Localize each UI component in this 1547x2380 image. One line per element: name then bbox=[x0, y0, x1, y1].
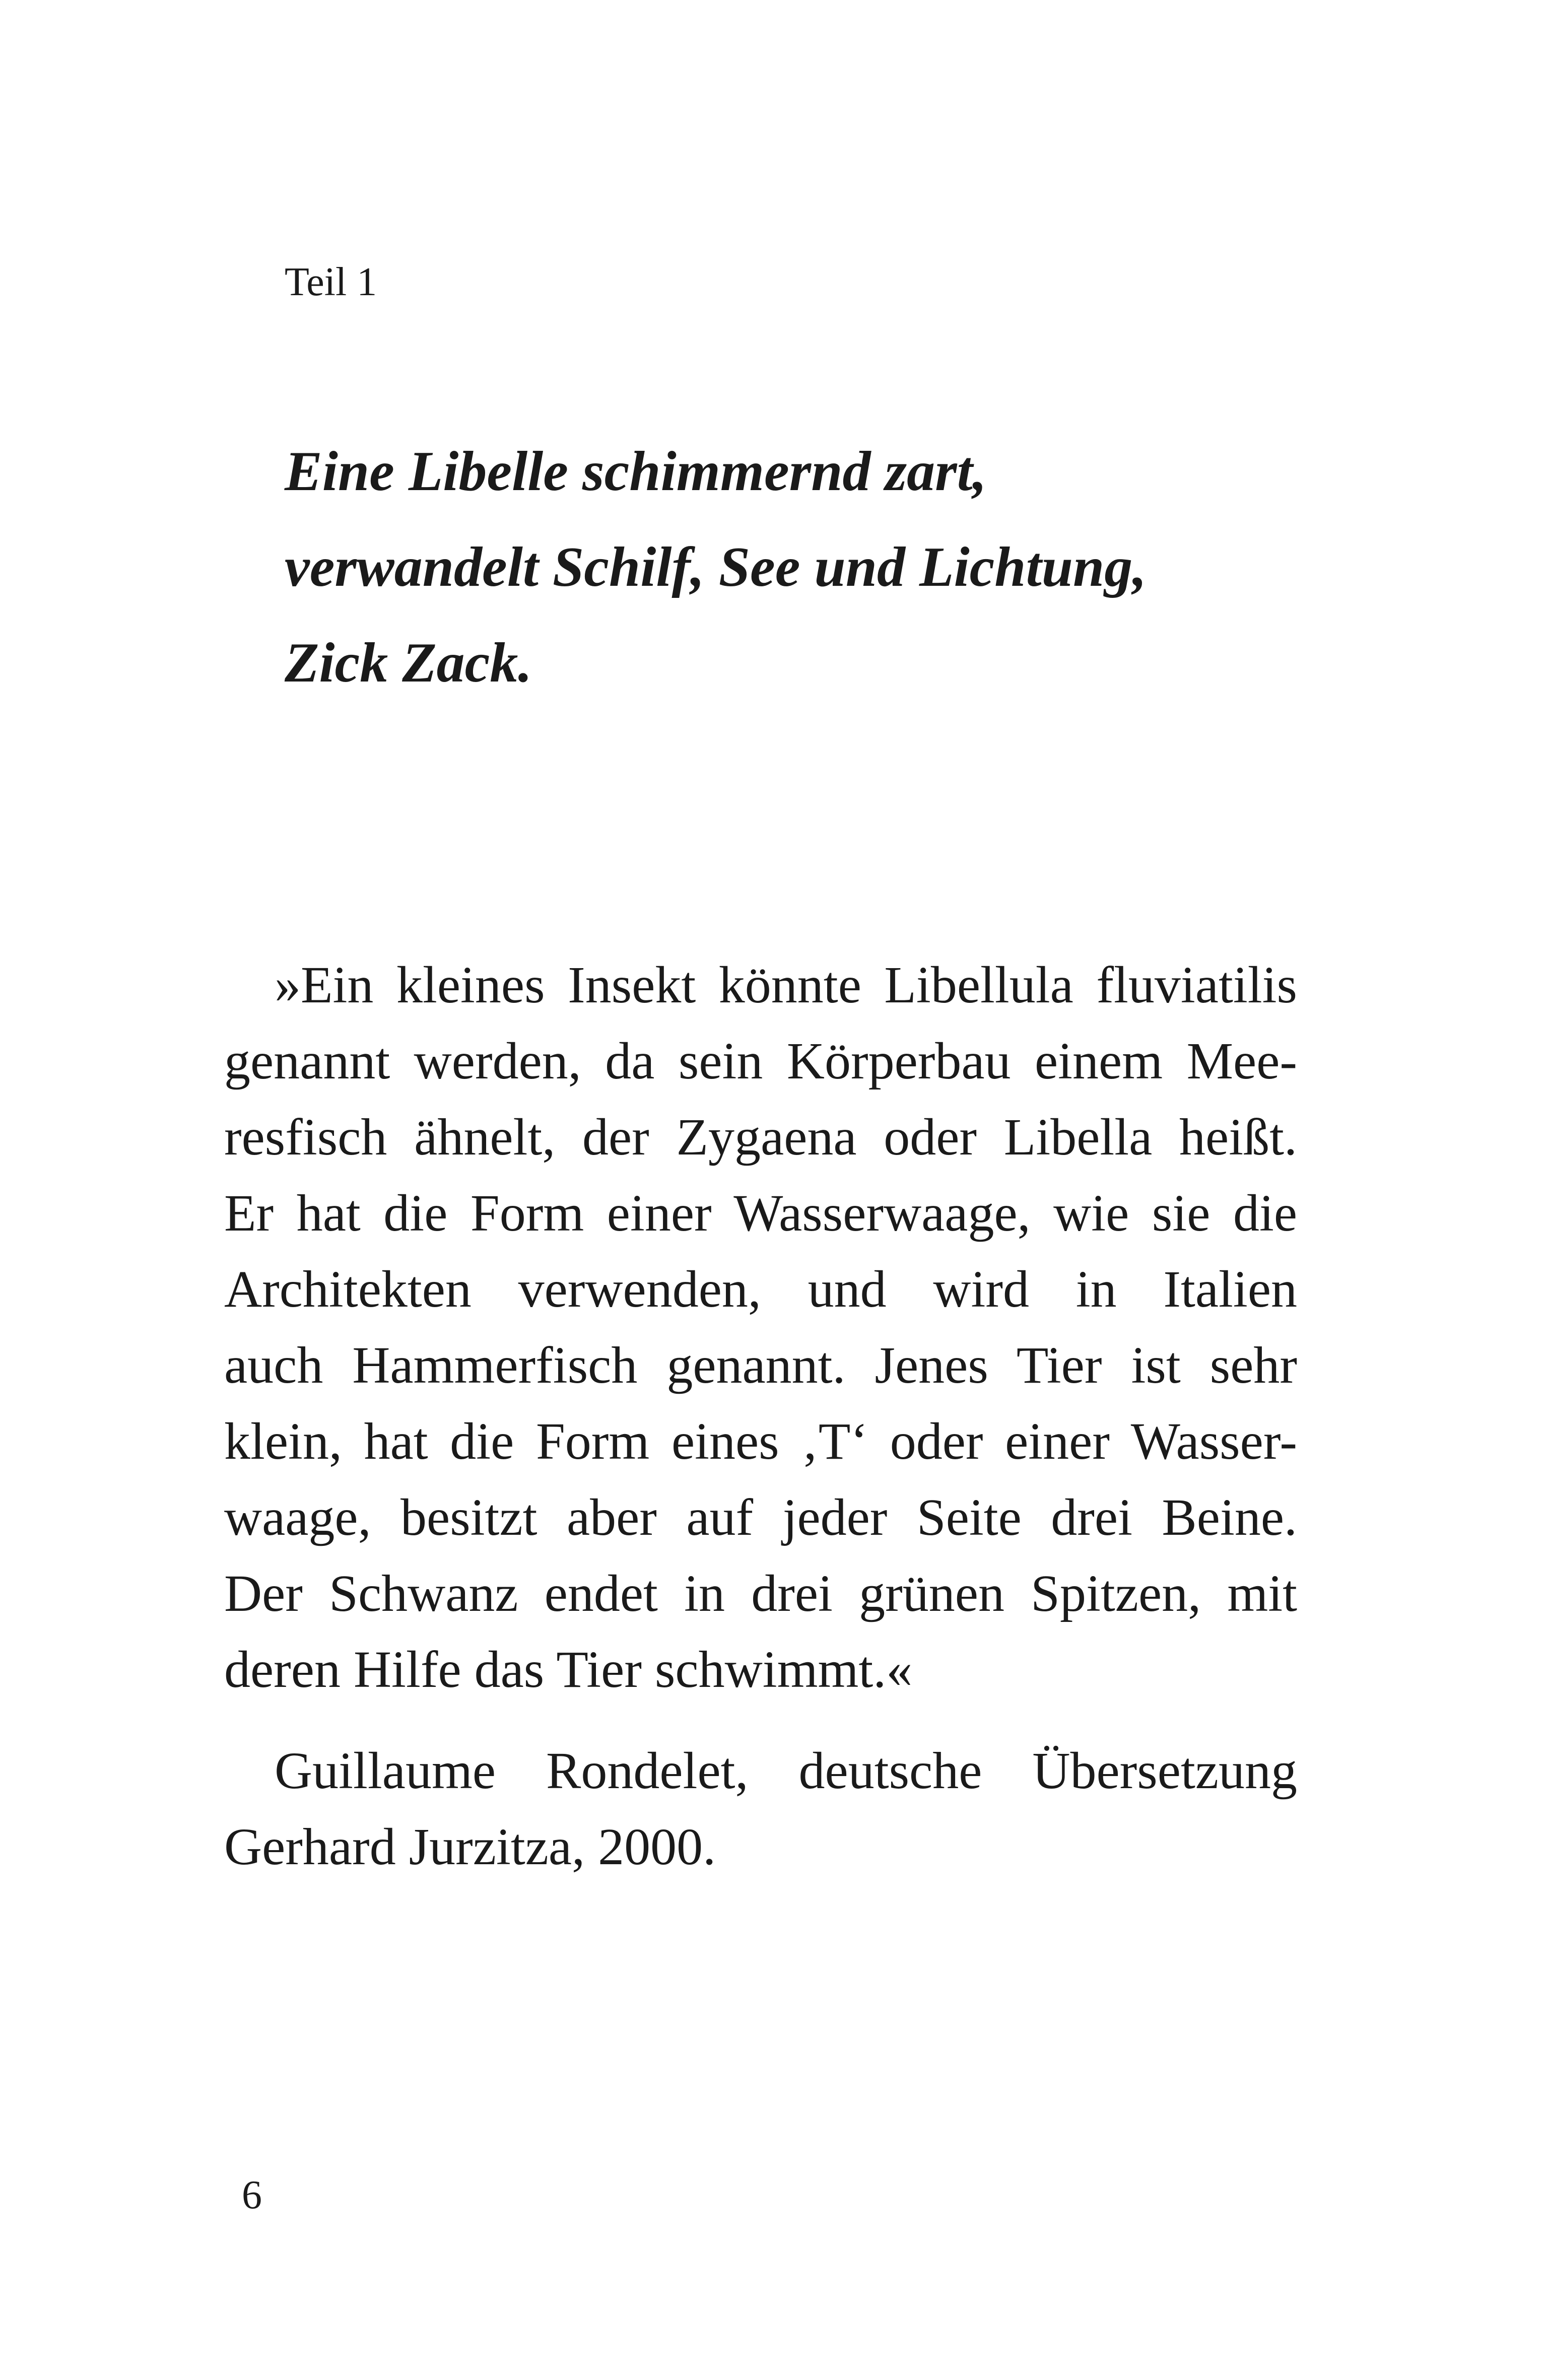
citation bbox=[224, 1733, 1297, 1885]
citation-line: Gerhard Jurzitza, 2000. bbox=[224, 1818, 716, 1876]
quote-line: klein, hat die Form eines ‚T‘ oder einer Wasser- bbox=[224, 1412, 1297, 1470]
quote-line: Architekten verwenden, und wird in Italien bbox=[224, 1260, 1297, 1318]
quote-line: »Ein kleines Insekt könnte Libellula fluviatilis bbox=[275, 956, 1297, 1014]
quote-line: Er hat die Form einer Wasserwaage, wie sie die bbox=[224, 1184, 1297, 1242]
quote-line: Der Schwanz endet in drei grünen Spitzen, mit bbox=[224, 1565, 1297, 1622]
quote-line: waage, besitzt aber auf jeder Seite drei Beine. bbox=[224, 1488, 1297, 1546]
poem-line: Zick Zack. bbox=[285, 632, 532, 694]
quote-paragraph bbox=[224, 947, 1297, 1708]
poem-line: Eine Libelle schimmernd zart, bbox=[285, 440, 987, 503]
quote-line: resfisch ähnelt, der Zygaena oder Libella heißt. bbox=[224, 1108, 1297, 1166]
quote-line: deren Hilfe das Tier schwimmt.« bbox=[224, 1641, 913, 1698]
citation-line: Guillaume Rondelet, deutsche Übersetzung bbox=[275, 1742, 1297, 1800]
quote-line: auch Hammerfisch genannt. Jenes Tier ist sehr bbox=[224, 1336, 1297, 1394]
page-number: 6 bbox=[242, 2173, 262, 2217]
quote-line: genannt werden, da sein Körperbau einem Mee- bbox=[224, 1032, 1297, 1090]
part-label: Teil 1 bbox=[285, 260, 377, 304]
poem-line: verwandelt Schilf, See und Lichtung, bbox=[285, 536, 1147, 598]
poem-epigraph bbox=[285, 440, 1342, 730]
